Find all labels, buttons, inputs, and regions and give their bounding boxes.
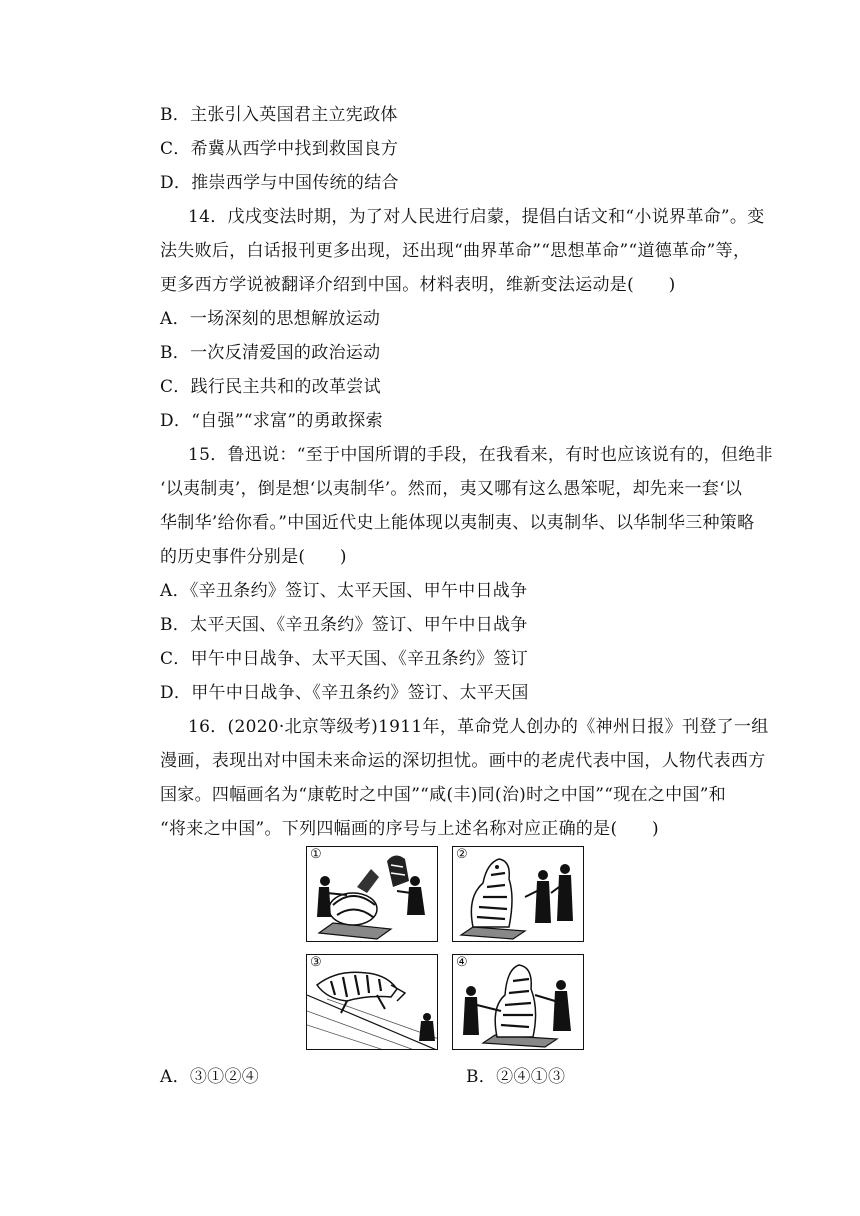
q15-option-d: D．甲午中日战争、《辛丑条约》签订、太平天国 — [160, 683, 529, 703]
q16-option-a: A．③①②④ — [160, 1067, 260, 1087]
q15-option-c: C．甲午中日战争、太平天国、《辛丑条约》签订 — [160, 649, 529, 669]
q16-stem-line-3: 国家。四幅画名为“康乾时之中国”“咸(丰)同(治)时之中国”“现在之中国”和 — [160, 785, 727, 805]
q14-option-a: A．一场深刻的思想解放运动 — [160, 309, 381, 329]
q15-stem-line-4: 的历史事件分别是( ) — [160, 547, 347, 567]
q15-stem-line-1: 15．鲁迅说：“至于中国所谓的手段，在我看来，有时也应该说有的，但绝非 — [188, 445, 773, 465]
q13-option-b: B．主张引入英国君主立宪政体 — [160, 105, 398, 125]
cartoon-figure — [306, 846, 588, 1088]
panel-number-1: ① — [310, 847, 322, 862]
q14-stem-line-3: 更多西方学说被翻译介绍到中国。材料表明，维新变法运动是( ) — [160, 275, 676, 295]
cartoon-panel-1 — [306, 846, 438, 942]
cartoon-drawing-1 — [307, 847, 438, 942]
cartoon-panel-4 — [452, 954, 584, 1050]
q14-option-c: C．践行民主共和的改革尝试 — [160, 377, 381, 397]
q14-option-b: B．一次反清爱国的政治运动 — [160, 343, 381, 363]
q13-option-d: D．推崇西学与中国传统的结合 — [160, 173, 399, 193]
panel-number-2: ② — [456, 847, 468, 862]
q16-stem-line-4: “将来之中国”。下列四幅画的序号与上述名称对应正确的是( ) — [160, 819, 659, 839]
q14-stem-line-1: 14．戊戌变法时期，为了对人民进行启蒙，提倡白话文和“小说界革命”。变 — [188, 207, 765, 227]
q15-option-a: A．《辛丑条约》签订、太平天国、甲午中日战争 — [160, 581, 528, 601]
q15-stem-line-3: 华制华’给你看。”中国近代史上能体现以夷制夷、以夷制华、以华制华三种策略 — [160, 513, 755, 533]
q16-option-b: B．②④①③ — [466, 1067, 566, 1087]
q15-stem-line-2: ‘以夷制夷’，倒是想‘以夷制华’。然而，夷又哪有这么愚笨呢，却先来一套‘以 — [160, 479, 743, 499]
panel-number-4: ④ — [456, 955, 468, 970]
q16-stem-line-1: 16．(2020·北京等级考)1911年，革命党人创办的《神州日报》刊登了一组 — [188, 717, 769, 737]
cartoon-panel-2 — [452, 846, 584, 942]
q14-option-d: D．“自强”“求富”的勇敢探索 — [160, 411, 383, 431]
q14-stem-line-2: 法失败后，白话报刊更多出现，还出现“曲界革命”“思想革命”“道德革命”等， — [160, 241, 751, 261]
q13-option-c: C．希冀从西学中找到救国良方 — [160, 139, 399, 159]
cartoon-drawing-3 — [307, 955, 438, 1050]
panel-number-3: ③ — [310, 955, 322, 970]
cartoon-drawing-4 — [453, 955, 584, 1050]
cartoon-drawing-2 — [453, 847, 584, 942]
cartoon-panel-3 — [306, 954, 438, 1050]
q15-option-b: B．太平天国、《辛丑条约》签订、甲午中日战争 — [160, 615, 528, 635]
q16-stem-line-2: 漫画，表现出对中国未来命运的深切担忧。画中的老虎代表中国，人物代表西方 — [160, 751, 766, 771]
